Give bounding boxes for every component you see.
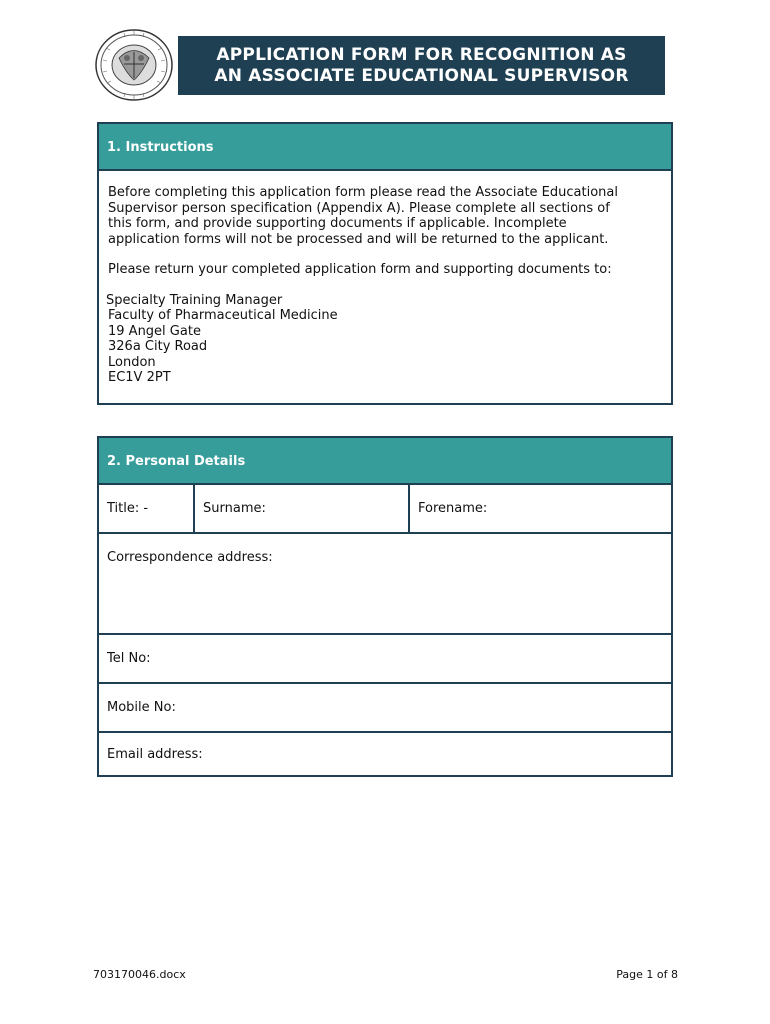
instructions-heading: 1. Instructions: [99, 124, 671, 171]
address-line: 326a City Road: [108, 339, 208, 354]
footer-page-number: Page 1 of 8: [616, 968, 678, 981]
address-line: Faculty of Pharmaceutical Medicine: [108, 308, 338, 323]
personal-details-section: [97, 436, 673, 777]
address-line: EC1V 2PT: [108, 370, 171, 385]
instructions-line: Before completing this application form please read the Associate Educational: [108, 185, 618, 200]
form-title-line-2: AN ASSOCIATE EDUCATIONAL SUPERVISOR: [214, 65, 629, 86]
name-row: [99, 485, 671, 534]
instructions-section: [97, 122, 673, 405]
instructions-line: application forms will not be processed and will be returned to the applicant.: [108, 231, 609, 247]
instructions-paragraph-1: [108, 185, 663, 247]
mobile-field[interactable]: Mobile No:: [99, 684, 671, 733]
form-title: [178, 36, 665, 95]
form-title-line-1: APPLICATION FORM FOR RECOGNITION AS: [216, 44, 627, 65]
address-line: 19 Angel Gate: [108, 323, 201, 339]
instructions-paragraph-2: Please return your completed application form and supporting documents to:: [108, 262, 612, 277]
title-field[interactable]: Title: -: [99, 485, 195, 532]
instructions-body: [99, 171, 671, 386]
footer-filename: 703170046.docx: [93, 968, 186, 981]
personal-details-heading: 2. Personal Details: [99, 438, 671, 485]
address-line: London: [108, 354, 156, 370]
faculty-seal-logo: [94, 28, 174, 102]
tel-field[interactable]: Tel No:: [99, 635, 671, 684]
instructions-line: this form, and provide supporting documents if applicable. Incomplete: [108, 216, 567, 231]
address-line: Specialty Training Manager: [106, 292, 283, 308]
instructions-line: Supervisor person specification (Appendix A). Please complete all sections of: [108, 200, 610, 216]
email-field[interactable]: Email address:: [107, 747, 203, 762]
forename-field[interactable]: Forename:: [418, 501, 488, 516]
correspondence-address-field[interactable]: Correspondence address:: [99, 534, 671, 635]
return-address: [108, 293, 663, 386]
surname-field[interactable]: Surname:: [195, 485, 410, 532]
